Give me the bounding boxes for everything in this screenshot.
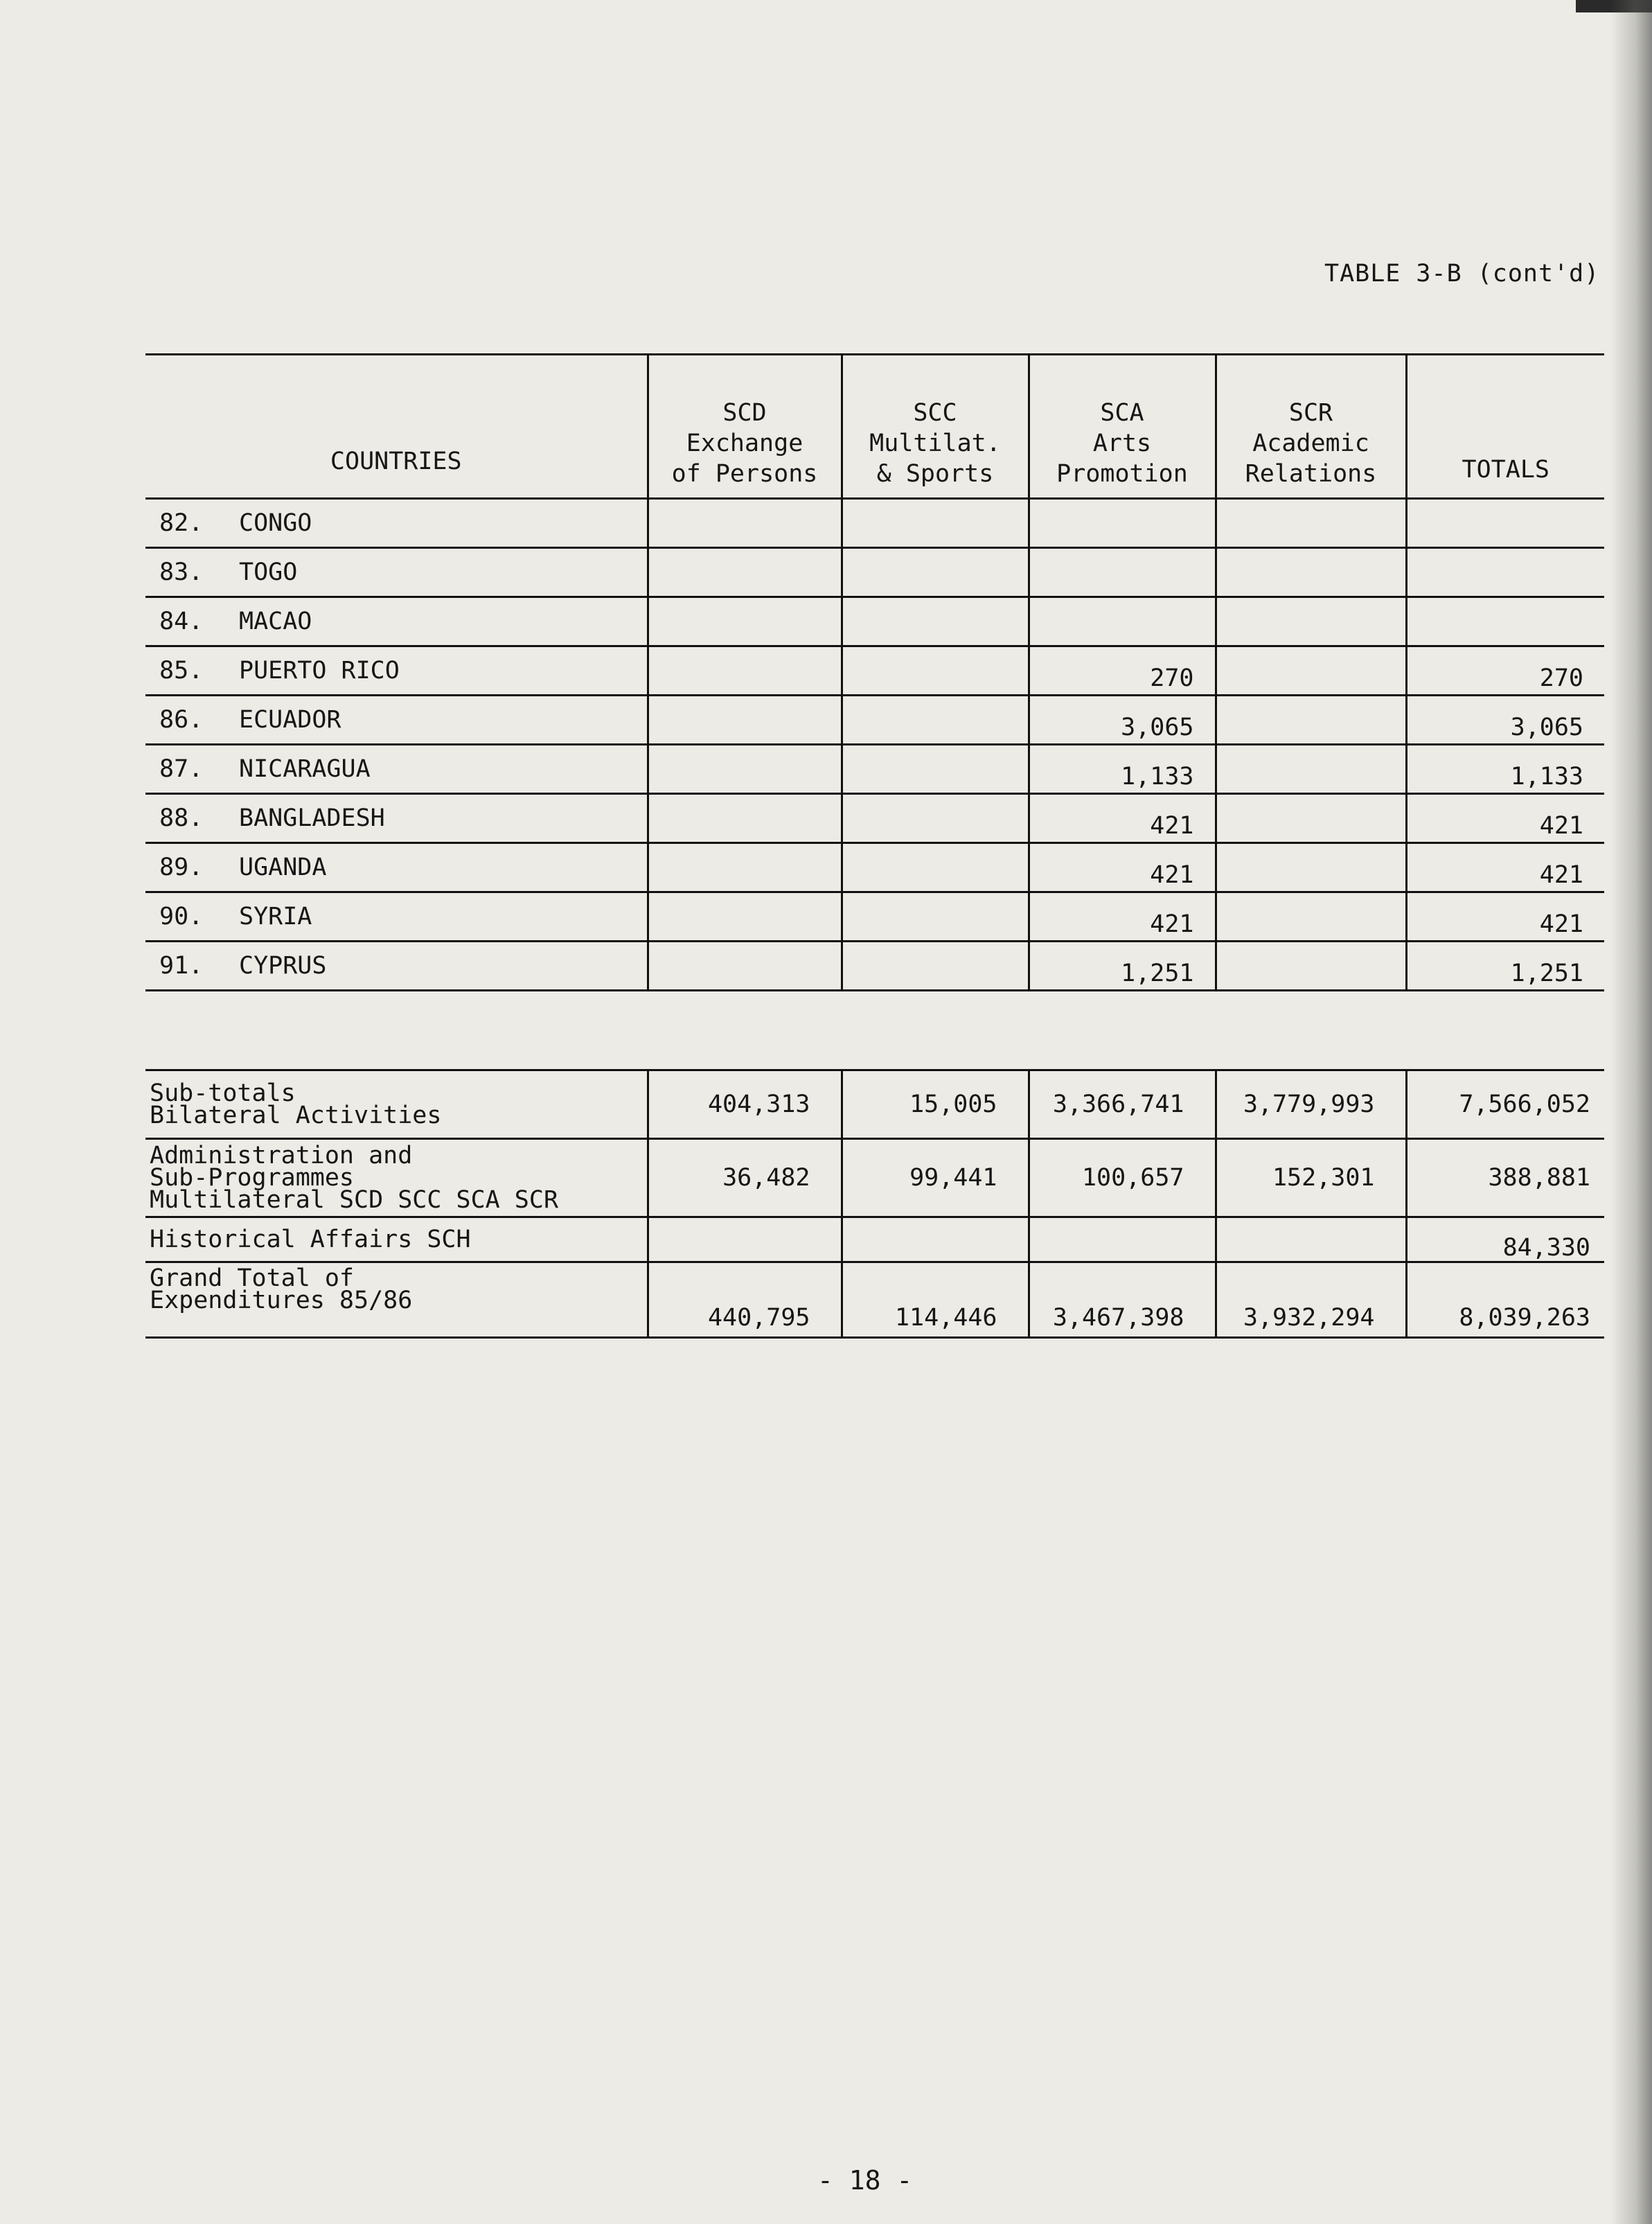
table-row — [145, 499, 1604, 548]
sca-cell: 1,251 — [1029, 942, 1216, 991]
country-cell: 85. PUERTO RICO — [145, 646, 648, 696]
country-cell: 88. BANGLADESH — [145, 794, 648, 843]
table-row — [145, 745, 1604, 794]
sca-cell — [1029, 548, 1216, 597]
table-row — [145, 843, 1604, 892]
grand-total-row — [145, 1262, 1604, 1338]
expenditure-table — [145, 353, 1604, 1339]
scd-cell — [648, 548, 842, 597]
scc-cell — [842, 843, 1029, 892]
scr-cell — [1216, 696, 1406, 745]
scd-cell — [648, 646, 842, 696]
sca-cell: 3,467,398 — [1029, 1262, 1216, 1338]
page-edge-shadow — [1610, 0, 1652, 2224]
scr-cell — [1216, 745, 1406, 794]
table-row — [145, 597, 1604, 646]
sca-cell: 421 — [1029, 892, 1216, 942]
total-cell — [1406, 597, 1604, 646]
sca-cell — [1029, 597, 1216, 646]
total-cell: 1,133 — [1406, 745, 1604, 794]
grand-total-label: Grand Total of Expenditures 85/86 — [145, 1262, 648, 1338]
total-cell: 421 — [1406, 794, 1604, 843]
total-cell: 84,330 — [1406, 1217, 1604, 1262]
scd-cell: 440,795 — [648, 1262, 842, 1338]
total-cell: 8,039,263 — [1406, 1262, 1604, 1338]
historical-row — [145, 1217, 1604, 1262]
scc-cell — [842, 597, 1029, 646]
country-cell: 87. NICARAGUA — [145, 745, 648, 794]
country-cell: 82. CONGO — [145, 499, 648, 548]
subtotals-label: Sub-totals Bilateral Activities — [145, 1070, 648, 1139]
subtotals-row — [145, 1070, 1604, 1139]
country-cell: 89. UGANDA — [145, 843, 648, 892]
scd-cell — [648, 696, 842, 745]
scd-cell — [648, 499, 842, 548]
scr-cell — [1216, 892, 1406, 942]
sca-cell: 1,133 — [1029, 745, 1216, 794]
country-cell: 84. MACAO — [145, 597, 648, 646]
header-sca: SCA Arts Promotion — [1029, 355, 1216, 499]
scc-cell — [842, 499, 1029, 548]
spacer-row — [145, 991, 1604, 1070]
scd-cell — [648, 597, 842, 646]
total-cell — [1406, 548, 1604, 597]
scc-cell — [842, 942, 1029, 991]
scc-cell: 114,446 — [842, 1262, 1029, 1338]
total-cell: 7,566,052 — [1406, 1070, 1604, 1139]
total-cell: 270 — [1406, 646, 1604, 696]
scr-cell — [1216, 794, 1406, 843]
total-cell: 1,251 — [1406, 942, 1604, 991]
scc-cell: 99,441 — [842, 1139, 1029, 1217]
scc-cell — [842, 548, 1029, 597]
sca-cell — [1029, 1217, 1216, 1262]
scc-cell — [842, 794, 1029, 843]
scc-cell: 15,005 — [842, 1070, 1029, 1139]
table-row — [145, 646, 1604, 696]
sca-cell: 100,657 — [1029, 1139, 1216, 1217]
header-row — [145, 355, 1604, 499]
scd-cell — [648, 892, 842, 942]
country-cell: 86. ECUADOR — [145, 696, 648, 745]
table-row — [145, 696, 1604, 745]
table-row — [145, 548, 1604, 597]
scc-cell — [842, 1217, 1029, 1262]
scc-cell — [842, 646, 1029, 696]
administration-row — [145, 1139, 1604, 1217]
administration-label: Administration and Sub-Programmes Multilateral SCD SCC SCA SCR — [145, 1139, 648, 1217]
country-cell: 90. SYRIA — [145, 892, 648, 942]
scd-cell: 36,482 — [648, 1139, 842, 1217]
scr-cell: 152,301 — [1216, 1139, 1406, 1217]
total-cell: 421 — [1406, 843, 1604, 892]
table-row — [145, 892, 1604, 942]
scr-cell — [1216, 1217, 1406, 1262]
scc-cell — [842, 745, 1029, 794]
scr-cell — [1216, 942, 1406, 991]
total-cell: 3,065 — [1406, 696, 1604, 745]
header-scc: SCC Multilat. & Sports — [842, 355, 1029, 499]
table-row — [145, 794, 1604, 843]
sca-cell: 421 — [1029, 794, 1216, 843]
header-scd: SCD Exchange of Persons — [648, 355, 842, 499]
scr-cell — [1216, 597, 1406, 646]
total-cell: 421 — [1406, 892, 1604, 942]
header-countries: COUNTRIES — [145, 355, 648, 499]
total-cell: 388,881 — [1406, 1139, 1604, 1217]
scd-cell: 404,313 — [648, 1070, 842, 1139]
historical-label: Historical Affairs SCH — [145, 1217, 648, 1262]
scc-cell — [842, 696, 1029, 745]
sca-cell: 270 — [1029, 646, 1216, 696]
total-cell — [1406, 499, 1604, 548]
sca-cell: 421 — [1029, 843, 1216, 892]
table-row — [145, 942, 1604, 991]
sca-cell — [1029, 499, 1216, 548]
scr-cell — [1216, 499, 1406, 548]
scd-cell — [648, 843, 842, 892]
scr-cell — [1216, 646, 1406, 696]
page-number: - 18 - — [817, 2165, 913, 2196]
scd-cell — [648, 745, 842, 794]
country-cell: 91. CYPRUS — [145, 942, 648, 991]
scd-cell — [648, 1217, 842, 1262]
scr-cell — [1216, 843, 1406, 892]
scc-cell — [842, 892, 1029, 942]
scr-cell: 3,779,993 — [1216, 1070, 1406, 1139]
scr-cell — [1216, 548, 1406, 597]
sca-cell: 3,065 — [1029, 696, 1216, 745]
scd-cell — [648, 794, 842, 843]
sca-cell: 3,366,741 — [1029, 1070, 1216, 1139]
scr-cell: 3,932,294 — [1216, 1262, 1406, 1338]
table-label: TABLE 3-B (cont'd) — [1324, 260, 1600, 288]
scd-cell — [648, 942, 842, 991]
header-totals: TOTALS — [1406, 355, 1604, 499]
header-scr: SCR Academic Relations — [1216, 355, 1406, 499]
country-cell: 83. TOGO — [145, 548, 648, 597]
